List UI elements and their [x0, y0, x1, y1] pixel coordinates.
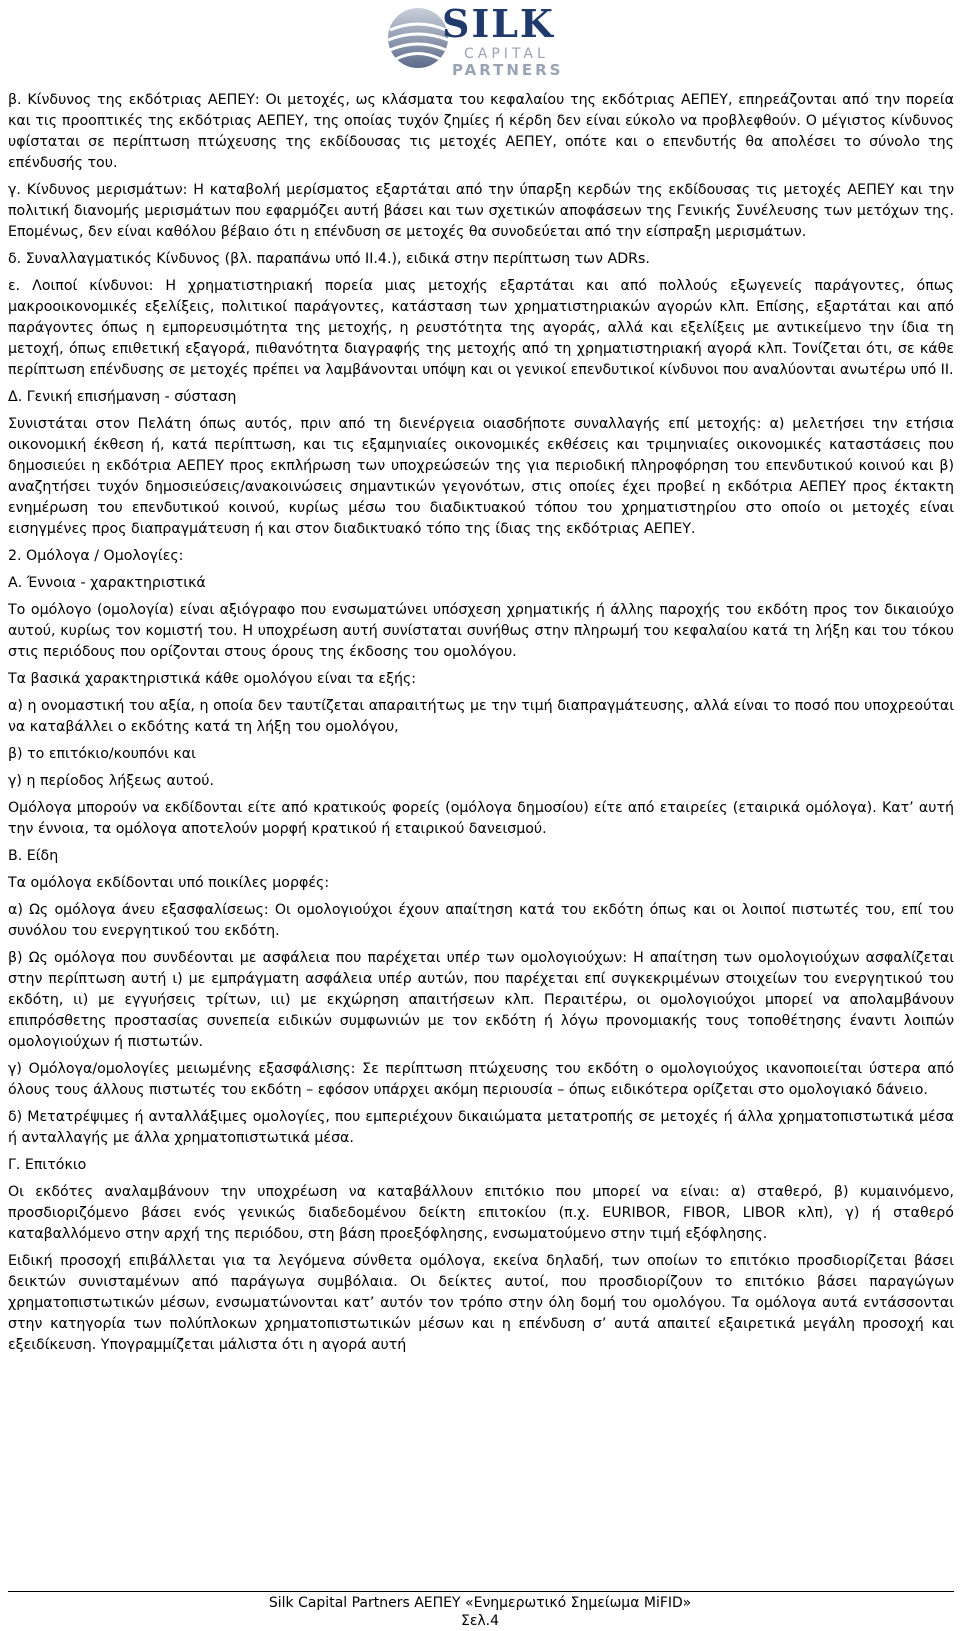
- logo-subtitle-capital: CAPITAL: [464, 46, 549, 62]
- heading-bonds: 2. Ομόλογα / Ομολογίες:: [8, 548, 184, 564]
- list-item-unsecured: α) Ως ομόλογα άνευ εξασφαλίσεως: Οι ομολογιούχοι έχουν απαίτηση κατά του εκδότη όπως και οι λοιποί πιστωτές του, επί του συνόλου του ενεργητικού του εκδότη.: [8, 902, 954, 939]
- paragraph-bond-features-intro: Τα βασικά χαρακτηριστικά κάθε ομολόγου είναι τα εξής:: [8, 671, 417, 687]
- paragraph-structured-bonds: Ειδική προσοχή επιβάλλεται για τα λεγόμενα σύνθετα ομόλογα, εκείνα δηλαδή, των οποίων το επιτόκιο προσδιορίζεται βάσει δεικτών συνισταμένων από παράγωγα συμβόλαια. Οι δείκτες αυτοί, που προσδιορίζουν το επιτόκιο βάσει παραγώγων χρηματοπιστωτικών μέσων, ενσωματώνονται κατ’ αυτόν τον τρόπο στην όλη δομή του ομολόγου. Τα ομόλογα αυτά εντάσσονται στην κατηγορία των πολύπλοκων χρηματοπιστωτικών μέσων και η επένδυση σ’ αυτά απαιτεί εξαιρετικά μεγάλη προσοχή και εξειδίκευση. Υπογραμμίζεται μάλιστα ότι η αγορά αυτή: [8, 1253, 954, 1353]
- list-item-maturity: γ) η περίοδος λήξεως αυτού.: [8, 773, 215, 789]
- paragraph-bond-definition: Το ομόλογο (ομολογία) είναι αξιόγραφο που ενσωματώνει υπόσχεση χρηματικής ή άλλης παροχής του εκδότη προς τον δικαιούχο αυτού, κυρίως τον κομιστή του. Η υποχρέωση αυτή συνίσταται συνήθως στην πληρωμή του κεφαλαίου κατά τη λήξη και του τόκου στις περιόδους που ορίζονται στους όρους της έκδοσης του ομολόγου.: [8, 602, 954, 660]
- globe-icon: [388, 8, 448, 68]
- paragraph-risk-issuer: β. Κίνδυνος της εκδότριας ΑΕΠΕΥ: Οι μετοχές, ως κλάσματα του κεφαλαίου της εκδότριας ΑΕΠΕΥ, επηρεάζονται από την πορεία και τις προοπτικές της εκδότριας ΑΕΠΕΥ, της οποίας τυχόν ζημίες ή κέρδη δεν είναι εύκολο να προβλεφθούν. Ο μέγιστος κίνδυνος υφίσταται σε περίπτωση πτώχευσης της εκδίδουσας τις μετοχές ΑΕΠΕΥ, οπότε και ο επενδυτής θα απολέσει το σύνολο της επένδυσής του.: [8, 92, 954, 171]
- paragraph-risk-dividends: γ. Κίνδυνος μερισμάτων: Η καταβολή μερίσματος εξαρτάται από την ύπαρξη κερδών της εκδίδουσας τις μετοχές ΑΕΠΕΥ και την πολιτική διανομής μερισμάτων που εφαρμόζει αυτή βάσει και των σχετικών αποφάσεων της Γενικής Συνέλευσης των μετόχων της. Επομένως, δεν είναι καθόλου βέβαιο ότι η επένδυση σε μετοχές θα συνοδεύεται από την είσπραξη μερισμάτων.: [8, 182, 954, 240]
- footer-title: Silk Capital Partners ΑΕΠΕΥ «Ενημερωτικό Σημείωμα MiFID»: [268, 1595, 692, 1611]
- logo-subtitle-partners: PARTNERS: [452, 61, 564, 79]
- list-item-secured: β) Ως ομόλογα που συνδέονται με ασφάλεια που παρέχεται υπέρ των ομολογιούχων: Η απαίτηση των ομολογιούχων ασφαλίζεται στην περίπτωση αυτή ι) με εμπράγματη ασφάλεια υπέρ αυτών, που παρέχεται επί συγκεκριμένων στοιχείων του ενεργητικού του εκδότη, ιι) με εγγυήσεις τρίτων, ιιι) με εκχώρηση απαιτήσεων κλπ. Περαιτέρω, οι ομολογιούχοι μπορεί να απολαμβάνουν επιπρόσθετης προστασίας συνεπεία ειδικών συμφωνιών με τον εκδότη ή λόγω προνομιακής τους τοποθέτησης έναντι λοιπών ομολογιούχων ή πιστωτών.: [8, 950, 954, 1050]
- paragraph-recommendation: Συνιστάται στον Πελάτη όπως αυτός, πριν από τη διενέργεια οιασδήποτε συναλλαγής επί μετοχής: α) μελετήσει την ετήσια οικονομική έκθεση ή, κατά περίπτωση, και τις εξαμηνιαίες οικονομικές εκθέσεις και τριμηνιαίες οικονομικές καταστάσεις που δημοσιεύει η εκδότρια ΑΕΠΕΥ προς εκπλήρωση των υποχρεώσεών της για περιοδική πληροφόρηση του επενδυτικού κοινού και β) αναζητήσει τυχόν δημοσιεύσεις/ανακοινώσεις σημαντικών γεγονότων, στις οποίες έχει προβεί η εκδότρια ΑΕΠΕΥ προς έκτακτη ενημέρωση του επενδυτικού κοινού, κυρίως μέσω του διαδικτυακού τόπου του χρηματιστηρίου στο οποίο οι μετοχές είναι εισηγμένες προς διαπραγμάτευση ή και στον διαδικτυακό τόπο της ίδιας της εκδότριας ΑΕΠΕΥ.: [8, 416, 954, 537]
- list-item-nominal-value: α) η ονομαστική του αξία, η οποία δεν ταυτίζεται απαραιτήτως με την τιμή διαπραγμάτευσης, αλλά είναι το ποσό που υποχρεούται να καταβάλλει ο εκδότης κατά τη λήξη του ομολόγου,: [8, 698, 954, 735]
- paragraph-risk-fx: δ. Συναλλαγματικός Κίνδυνος (βλ. παραπάνω υπό ΙΙ.4.), ειδικά στην περίπτωση των ADRs.: [8, 251, 650, 267]
- paragraph-interest-types: Οι εκδότες αναλαμβάνουν την υποχρέωση να καταβάλλουν επιτόκιο που μπορεί να είναι: α) σταθερό, β) κυμαινόμενο, προσδιοριζόμενο βάσει ενός γενικώς διαδεδομένου δείκτη επιτοκίου (π.χ. EURIBOR, FIBOR, LIBOR κλπ), γ) ή σταθερό καταβαλλόμενο στην αρχή της περιόδου, στη βάση προεξόφλησης, ενσωματούμενο στην τιμή εξόφλησης.: [8, 1184, 954, 1242]
- logo-wordmark: SILK: [442, 1, 555, 46]
- heading-bond-types: Β. Είδη: [8, 848, 59, 864]
- page-number: Σελ.4: [460, 1613, 500, 1629]
- paragraph-bond-issuers: Ομόλογα μπορούν να εκδίδονται είτε από κρατικούς φορείς (ομόλογα δημοσίου) είτε από εταιρείες (εταιρικά ομόλογα). Κατ’ αυτή την έννοια, τα ομόλογα αποτελούν μορφή κρατικού ή εταιρικού δανεισμού.: [8, 800, 954, 837]
- document-body: [8, 90, 954, 1362]
- page-footer: [0, 1594, 960, 1630]
- paragraph-risk-other: ε. Λοιποί κίνδυνοι: Η χρηματιστηριακή πορεία μιας μετοχής εξαρτάται και από πολλούς εξωγενείς παράγοντες, όπως μακροοικονομικές εξελίξεις, πολιτικοί παράγοντες, κατάσταση των χρηματιστηριακών αγορών κλπ. Επίσης, εξαρτάται και από παράγοντες όπως η εμπορευσιμότητα της μετοχής, η ρευστότητα της αγοράς, αλλά και εξελίξεις με αντικείμενο την ίδια τη μετοχή, όπως επιθετική εξαγορά, πιθανότητα διαγραφής της μετοχής από τη χρηματιστηριακή αγορά κλπ. Τονίζεται ότι, σε κάθε περίπτωση επένδυσης σε μετοχές πρέπει να λαμβάνονται υπόψη και οι γενικοί επενδυτικοί κίνδυνοι που αναλύονται ανωτέρω υπό ΙΙ.: [8, 278, 954, 378]
- heading-bonds-definition: Α. Έννοια - χαρακτηριστικά: [8, 575, 206, 591]
- paragraph-bond-types-intro: Τα ομόλογα εκδίδονται υπό ποικίλες μορφές:: [8, 875, 330, 891]
- footer-divider: [8, 1591, 954, 1592]
- heading-general-note: Δ. Γενική επισήμανση - σύσταση: [8, 389, 237, 405]
- list-item-convertible: δ) Μετατρέψιμες ή ανταλλάξιμες ομολογίες, που εμπεριέχουν δικαιώματα μετατροπής σε μετοχές ή άλλα χρηματοπιστωτικά μέσα ή ανταλλαγής με άλλα χρηματοπιστωτικά μέσα.: [8, 1109, 954, 1146]
- company-logo: [380, 0, 600, 86]
- heading-interest: Γ. Επιτόκιο: [8, 1157, 87, 1173]
- list-item-coupon: β) το επιτόκιο/κουπόνι και: [8, 746, 196, 762]
- list-item-subordinated: γ) Ομόλογα/ομολογίες μειωμένης εξασφάλισης: Σε περίπτωση πτώχευσης του εκδότη ο ομολογιούχος ικανοποιείται ύστερα από όλους τους άλλους πιστωτές του εκδότη – εφόσον υπάρχει ακόμη περιουσία – όπως ειδικότερα ορίζεται στο ομολογιακό δάνειο.: [8, 1061, 954, 1098]
